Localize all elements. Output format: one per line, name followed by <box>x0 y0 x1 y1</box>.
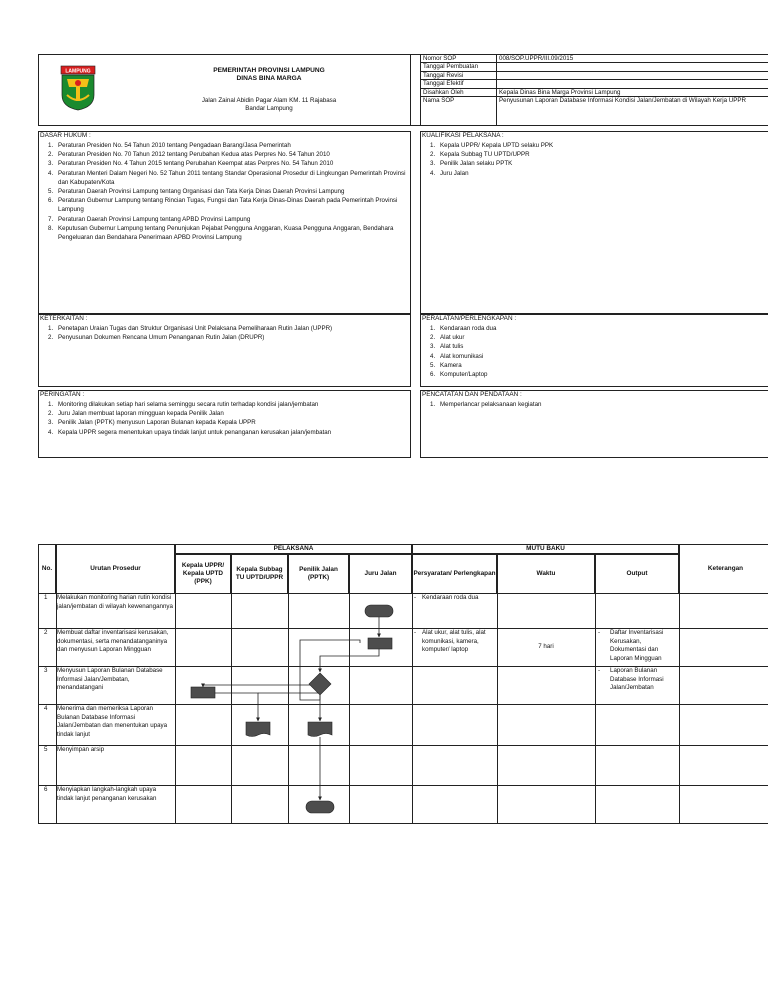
header-actor-ppk: Kepala UPPR/ Kepala UPTD (PPK) <box>175 554 231 594</box>
list-item: 5. Kamera <box>430 361 462 369</box>
row-no: 2 <box>44 629 48 636</box>
header-output: Output <box>595 554 679 594</box>
logo-text: LAMPUNG <box>65 68 91 75</box>
meta-label: Nomor SOP <box>421 55 497 63</box>
row-no: 1 <box>44 594 48 601</box>
row-persyaratan: Alat ukur, alat tulis, alat komunikasi, kamera, komputer/ laptop <box>422 629 486 654</box>
meta-label: Disahkan Oleh <box>421 88 497 96</box>
list-item: 1. Kendaraan roda dua <box>430 325 497 332</box>
row-dash: - <box>414 594 417 601</box>
keterkaitan-title: KETERKAITAN : <box>40 315 88 322</box>
list-item: 4. Peraturan Menteri Dalam Negeri No. 52 Tahun 2011 tentang Standar Operasional Prosedur di Lingkungan Pemerintah Provinsi dan Kabupaten/Kota <box>48 169 406 186</box>
row-no: 6 <box>44 786 48 793</box>
meta-label: Tanggal Efektif <box>421 80 497 88</box>
list-item: 2. Alat ukur <box>430 334 465 342</box>
list-item: 4. Alat komunikasi <box>430 352 484 360</box>
flow-process <box>368 638 392 649</box>
list-item: 2. Peraturan Presiden No. 70 Tahun 2012 tentang Perubahan Kedua atas Perpres No. 54 Tahun 2010 <box>48 151 330 159</box>
header-persyaratan: Persyaratan/ Perlengkapan <box>412 554 497 594</box>
flow-decision <box>309 673 331 695</box>
dasar-hukum-title: DASAR HUKUM : <box>40 132 91 139</box>
row-procedure: Menyimpan arsip <box>57 746 105 753</box>
meta-value: Penyusunan Laporan Database Informasi Kondisi Jalan/Jembatan di Wilayah Kerja UPPR <box>497 97 768 126</box>
row-no: 5 <box>44 746 48 753</box>
row-procedure: Membuat daftar inventarisasi kerusakan, dokumentasi, serta menandatanganinya dan menyusun Laporan Mingguan <box>57 629 169 654</box>
meta-value: Kepala Dinas Bina Marga Provinsi Lampung <box>497 88 768 96</box>
list-item: 6. Komputer/Laptop <box>430 371 488 379</box>
list-item: 4. Kepala UPPR segera menentukan upaya tindak lanjut untuk penanganan kerusakan jalan/jembatan <box>48 428 332 436</box>
row-procedure: Menyiapkan langkah-langkah upaya tindak lanjut penanganan kerusakan <box>57 786 157 802</box>
row-dash: - <box>598 667 601 674</box>
header-pelaksana: PELAKSANA <box>175 544 412 554</box>
row-output: Laporan Bulanan Database Informasi Jalan/Jembatan <box>610 667 664 692</box>
header-no: No. <box>38 544 56 594</box>
flow-document <box>246 722 270 737</box>
list-item: 1. Penetapan Uraian Tugas dan Struktur Organisasi Unit Pelaksana Pemeliharaan Rutin Jalan (UPPR) <box>48 325 333 332</box>
address-line: Jalan Zainal Abidin Pagar Alam KM. 11 Rajabasa <box>201 97 337 104</box>
city-line: Bandar Lampung <box>245 105 293 112</box>
list-item: 3. Alat tulis <box>430 343 464 351</box>
list-item: 4. Juru Jalan <box>430 169 469 177</box>
header-urutan: Urutan Prosedur <box>56 544 175 594</box>
header-mutu-baku: MUTU BAKU <box>412 544 679 554</box>
row-output: Daftar Inventarisasi Kerusakan, Dokumentasi dan Laporan Mingguan <box>610 629 664 662</box>
gov-title: PEMERINTAH PROVINSI LAMPUNG <box>213 67 325 74</box>
flow-end-terminator <box>306 801 334 813</box>
pencatatan-title: PENCATATAN DAN PENDATAAN : <box>422 391 522 398</box>
meta-label: Tanggal Revisi <box>421 71 497 79</box>
header-waktu: Waktu <box>497 554 595 594</box>
list-item: 3. Peraturan Presiden No. 4 Tahun 2015 tentang Perubahan Keempat atas Perpres No. 54 Tahun 2010 <box>48 160 334 168</box>
list-item: 3. Penilik Jalan (PPTK) menyusun Laporan Bulanan kepada Kepala UPPR <box>48 419 256 427</box>
meta-label: Nama SOP <box>421 97 497 126</box>
header-actor-subbag: Kepala Subbag TU UPTD/UPPR <box>231 554 288 594</box>
list-item: 2. Juru Jalan membuat laporan mingguan kepada Penilik Jalan <box>48 410 224 418</box>
header-keterangan: Keterangan <box>679 544 768 594</box>
agency-name: DINAS BINA MARGA <box>236 75 302 82</box>
list-item: 8. Keputusan Gubernur Lampung tentang Penunjukan Pejabat Pengguna Anggaran, Kuasa Pengguna Anggaran, Bendahara Pengeluaran dan Bendahara Penerimaan APBD Provinsi Lampung <box>48 224 394 242</box>
row-persyaratan: Kendaraan roda dua <box>422 594 479 601</box>
list-item: 1. Memperlancar pelaksanaan kegiatan <box>430 401 542 408</box>
list-item: 5. Peraturan Daerah Provinsi Lampung tentang Organisasi dan Tata Kerja Dinas Daerah Provinsi Lampung <box>48 188 345 196</box>
kualifikasi-title: KUALIFIKASI PELAKSANA : <box>422 132 504 139</box>
list-item: 2. Kepala Subbag TU UPTD/UPPR <box>430 151 530 159</box>
row-procedure: Menyusun Laporan Bulanan Database Informasi Jalan/Jembatan, menandatangani <box>57 667 163 692</box>
row-procedure: Menerima dan memeriksa Laporan Bulanan Database Informasi Jalan/Jembatan dan menentukan upaya tindak lanjut <box>57 705 168 738</box>
list-item: 1. Kepala UPPR/ Kepala UPTD selaku PPK <box>430 142 554 149</box>
list-item: 7. Peraturan Daerah Provinsi Lampung tentang APBD Provinsi Lampung <box>48 215 251 223</box>
flow-process <box>191 687 215 698</box>
header-actor-penilik: Penilik Jalan (PPTK) <box>288 554 349 594</box>
peringatan-title: PERINGATAN : <box>40 391 85 398</box>
waktu-value: 7 hari <box>538 643 554 650</box>
row-no: 4 <box>44 705 48 712</box>
list-item: 3. Penilik Jalan selaku PPTK <box>430 160 513 168</box>
peralatan-title: PERALATAN/PERLENGKAPAN : <box>422 315 517 322</box>
list-item: 2. Penyusunan Dokumen Rencana Umum Penanganan Rutin Jalan (DRUPR) <box>48 334 265 342</box>
flow-document <box>308 722 332 737</box>
row-dash: - <box>598 629 601 636</box>
row-procedure: Melakukan monitoring harian rutin kondisi jalan/jembatan di wilayah kewenangannya <box>57 594 173 610</box>
meta-value: 008/SOP.UPPR/III.09/2015 <box>497 55 768 63</box>
list-item: 1. Monitoring dilakukan setiap hari selama seminggu secara rutin terhadap kondisi jalan/jembatan <box>48 401 319 408</box>
header-actor-juru: Juru Jalan <box>349 554 412 594</box>
meta-label: Tanggal Pembuatan <box>421 63 497 71</box>
list-item: 1. Peraturan Presiden No. 54 Tahun 2010 tentang Pengadaan Barang/Jasa Pemerintah <box>48 142 291 149</box>
row-dash: - <box>414 629 417 636</box>
list-item: 6. Peraturan Gubernur Lampung tentang Rincian Tugas, Fungsi dan Tata Kerja Dinas-Dinas Daerah pada Pemerintah Provinsi Lampung <box>48 197 398 214</box>
row-no: 3 <box>44 667 48 674</box>
flow-start-terminator <box>365 605 393 617</box>
